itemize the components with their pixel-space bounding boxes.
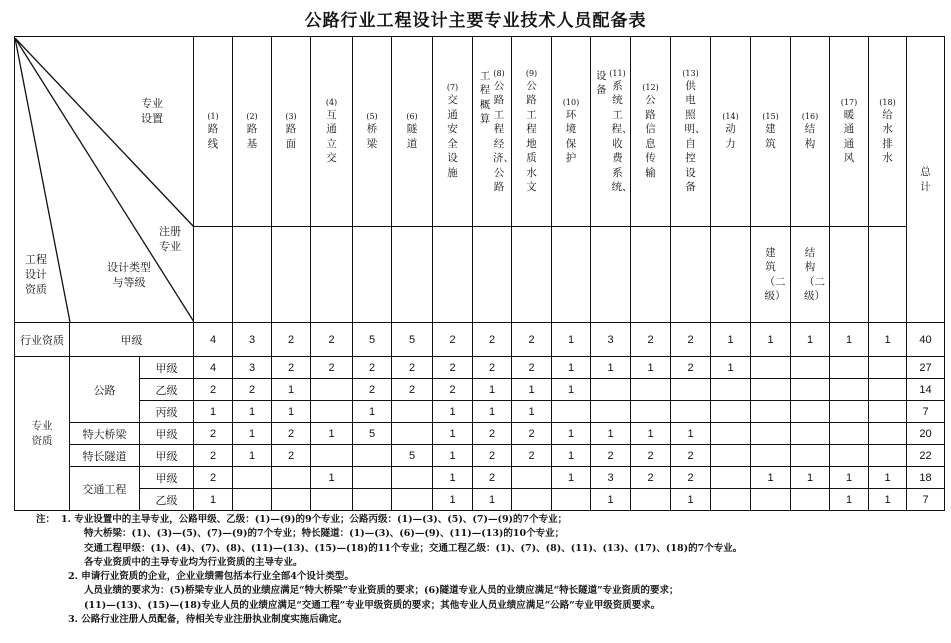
col-header-18: (18) 给水排水: [869, 37, 907, 227]
table-row: 行业资质 甲级 4 3 2 2 5 5 2 2 2 1 3 2 2 1 1 1 1 1 40: [15, 323, 945, 357]
note-line: 2. 申请行业资质的企业，企业业绩需包括本行业全部4个设计类型。: [68, 571, 354, 583]
col-header-total: 总计: [907, 37, 945, 323]
row-grade: 甲级: [140, 467, 194, 489]
col-header-6: (6) 隧道: [392, 37, 433, 227]
notes-section: [36, 513, 742, 627]
row-qualification: 行业资质: [15, 323, 70, 357]
row-total: 7: [907, 489, 945, 511]
row-grade: 丙级: [140, 401, 194, 423]
col-header-4: (4) 互通立交: [311, 37, 353, 227]
col-header-2: (2) 路基: [233, 37, 272, 227]
table-row: 交通工程 甲级 2 1 1 2 1 3 2 2 1 1 1 1 18: [15, 467, 945, 489]
col-header-9: (9) 公路工程地质水文: [512, 37, 552, 227]
row-total: 27: [907, 357, 945, 379]
corner-label-qualification: 工程设计资质: [25, 252, 47, 296]
row-grade: 甲级: [70, 323, 194, 357]
col-header-16: (16) 结构: [791, 37, 830, 227]
col-header-3: (3) 路面: [272, 37, 311, 227]
reg-header-16: 结构（二级）: [791, 227, 830, 323]
table-row: 乙级 2 2 1 2 2 2 1 1 1 14: [15, 379, 945, 401]
note-line: 注： 1. 专业设置中的主导专业，公路甲级、乙级：(1)—(9)的9个专业；公路丙级：(1)—(3)、(5)、(7)—(9)的7个专业；: [36, 514, 568, 525]
note-line: (11)—(13)、(15)—(18)专业人员的业绩应满足“交通工程”专业甲级资质的要求；其他专业人员业绩应满足“公路”专业甲级资质要求。: [84, 599, 661, 611]
corner-label-design-type: 设计类型与等级: [107, 260, 151, 289]
reg-header-15: 建筑（二级）: [751, 227, 791, 323]
row-grade: 乙级: [140, 379, 194, 401]
col-header-7: (7) 交通安全设施: [433, 37, 473, 227]
row-total: 20: [907, 423, 945, 445]
staffing-table: [14, 36, 945, 511]
note-line: 交通工程甲级：(1)、(4)、(7)、(8)、(11)—(13)、(15)—(18)的11个专业；交通工程乙级：(1)、(7)、(8)、(11)、(13)、(17)、(18)的7个专业。: [84, 542, 743, 554]
table-row: 特大桥梁 甲级 2 1 2 1 5 1 2 2 1 1 1 1 20: [15, 423, 945, 445]
row-grade: 甲级: [140, 445, 194, 467]
row-total: 7: [907, 401, 945, 423]
table-row: 专业资质 公路 甲级 4 3 2 2 2 2 2 2 2 1 1 1 2 1 27: [15, 357, 945, 379]
note-line: 各专业资质中的主导专业均为行业资质的主导专业。: [84, 556, 303, 568]
table-row: 特长隧道 甲级 2 1 2 5 1 2 2 1 2 2 2 22: [15, 445, 945, 467]
header-row-specialties: [15, 37, 945, 227]
col-header-1: (1) 路线: [194, 37, 233, 227]
row-grade: 甲级: [140, 357, 194, 379]
col-header-5: (5) 桥梁: [353, 37, 392, 227]
row-type: 特长隧道: [70, 445, 140, 467]
corner-cell: [15, 37, 194, 323]
note-line: 人员业绩的要求为：(5)桥梁专业人员的业绩应满足“特大桥梁”专业资质的要求；(6)隧道专业人员的业绩应满足“特长隧道”专业资质的要求；: [84, 585, 679, 597]
table-row: 乙级 1 1 1 1 1 1 1 7: [15, 489, 945, 511]
col-header-15: (15) 建筑: [751, 37, 791, 227]
row-grade: 甲级: [140, 423, 194, 445]
row-total: 18: [907, 467, 945, 489]
row-total: 40: [907, 323, 945, 357]
row-type: 特大桥梁: [70, 423, 140, 445]
corner-label-registered: 注册专业: [159, 224, 181, 253]
col-header-11: 设备 (11) 系统工程、收费系统、: [591, 37, 631, 227]
row-type: 交通工程: [70, 467, 140, 511]
col-header-8: 工程概算 (8) 公路工程经济、公路: [473, 37, 512, 227]
notes-prefix: 注：: [36, 514, 56, 525]
col-header-17: (17) 暖通通风: [830, 37, 869, 227]
col-header-14: (14) 动力: [711, 37, 751, 227]
row-type: 公路: [70, 357, 140, 423]
col-header-10: (10) 环境保护: [552, 37, 591, 227]
row-total: 22: [907, 445, 945, 467]
note-line: 3. 公路行业注册人员配备，待相关专业注册执业制度实施后确定。: [68, 614, 348, 626]
col-header-12: (12) 公路信息传输: [631, 37, 671, 227]
row-total: 14: [907, 379, 945, 401]
table-row: 丙级 1 1 1 1 1 1 1 7: [15, 401, 945, 423]
col-header-13: (13) 供电照明、自控设备: [671, 37, 711, 227]
corner-label-specialty: 专业设置: [141, 96, 163, 125]
row-qualification: 专业资质: [15, 357, 70, 511]
note-line: 特大桥梁：(1)、(3)—(5)、(7)—(9)的7个专业；特长隧道：(1)—(3)、(6)—(9)、(11)—(13)的10个专业；: [84, 528, 565, 540]
page-title: 公路行业工程设计主要专业技术人员配备表: [304, 11, 647, 31]
row-grade: 乙级: [140, 489, 194, 511]
